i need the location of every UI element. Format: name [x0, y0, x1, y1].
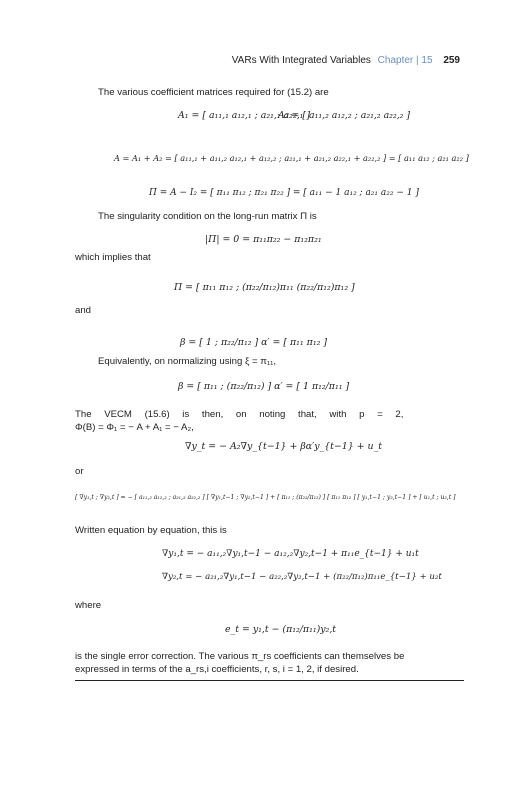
equation-vecm-matrix: [ ∇y₁,t ; ∇y₂,t ] = − [ a₁₁,₂ a₁₂,₂ ; a₂₁,₂ a₂₂,₂ ] [ ∇y₁,t−1 ; ∇y₂,t−1 ] + [ π₁₁ ; (π₂₂/π₁₂) ] [ π₁₁ π₁₂ ] [ y₁,t−1 ; y₂,t−1 ] + [ u₁,t ; u₂,t ]	[75, 494, 456, 501]
and-text: and	[75, 305, 92, 316]
where-text: where	[75, 600, 102, 611]
conclusion-text-1: is the single error correction. The various π_rs coefficients can themselves be	[75, 651, 405, 662]
equation-beta-alpha-normalized: β = [ π₁₁ ; (π₂₂/π₁₂) ] α′ = [ 1 π₁₂/π₁₁ ]	[178, 381, 350, 392]
equation-Pi-reduced: Π = [ π₁₁ π₁₂ ; (π₂₂/π₁₂)π₁₁ (π₂₂/π₁₂)π₁₂ ]	[174, 282, 355, 293]
chapter-label: Chapter | 15	[377, 55, 433, 66]
equation-Pi: Π = A − I₂ = [ π₁₁ π₁₂ ; π₂₁ π₂₂ ] = [ a₁₁ − 1 a₁₂ ; a₂₁ a₂₂ − 1 ]	[149, 188, 419, 198]
equation-et: e_t = y₁,t − (π₁₂/π₁₁)y₂,t	[225, 624, 337, 635]
equation-A2: A₂ = [ a₁₁,₂ a₁₂,₂ ; a₂₁,₂ a₂₂,₂ ]	[278, 110, 411, 121]
singularity-text: The singularity condition on the long-run matrix Π is	[98, 211, 317, 222]
equation-2: ∇y₂,t = − a₂₁,₂∇y₁,t−1 − a₂₂,₂∇y₂,t−1 + (π₂₂/π₁₂)π₁₁e_{t−1} + u₂t	[162, 572, 442, 582]
equation-vecm: ∇y_t = − A₂∇y_{t−1} + βα′y_{t−1} + u_t	[185, 441, 383, 452]
equation-det: |Π| = 0 = π₁₁π₂₂ − π₁₂π₂₁	[205, 234, 322, 245]
running-title: VARs With Integrated Variables	[231, 55, 371, 66]
equation-beta-alpha: β = [ 1 ; π₂₂/π₁₂ ] α′ = [ π₁₁ π₁₂ ]	[180, 337, 327, 348]
equation-A-sum: A = A₁ + A₂ = [ a₁₁,₁ + a₁₁,₂ a₁₂,₁ + a₁₂,₂ ; a₂₁,₁ + a₂₁,₂ a₂₂,₁ + a₂₂,₂ ] = [ a₁₁ a₁₂ ; a₂₁ a₂₂ ]	[114, 153, 469, 163]
running-header	[0, 55, 460, 66]
equation-A1: A₁ = [ a₁₁,₁ a₁₂,₁ ; a₂₁,₁ a₂₂,₁ ]	[178, 110, 311, 121]
intro-text: The various coefficient matrices required for (15.2) are	[98, 87, 329, 98]
which-implies-text: which implies that	[75, 252, 151, 263]
vecm-phi-text: Φ(B) = Φ₁ = − A + A₁ = − A₂,	[75, 422, 194, 433]
equation-1: ∇y₁,t = − a₁₁,₂∇y₁,t−1 − a₁₂,₂∇y₂,t−1 + π₁₁e_{t−1} + u₁t	[162, 549, 419, 559]
eq-by-eq-text: Written equation by equation, this is	[75, 525, 227, 536]
page-number: 259	[443, 55, 460, 66]
vecm-intro-text: The VECM (15.6) is then, on noting that, with p = 2,	[75, 409, 404, 420]
normalizing-text: Equivalently, on normalizing using ξ = π₁₁,	[98, 356, 276, 367]
bottom-rule	[75, 680, 464, 681]
or-text: or	[75, 466, 84, 477]
conclusion-text-2: expressed in terms of the a_rs,i coefficients, r, s, i = 1, 2, if desired.	[75, 664, 359, 675]
